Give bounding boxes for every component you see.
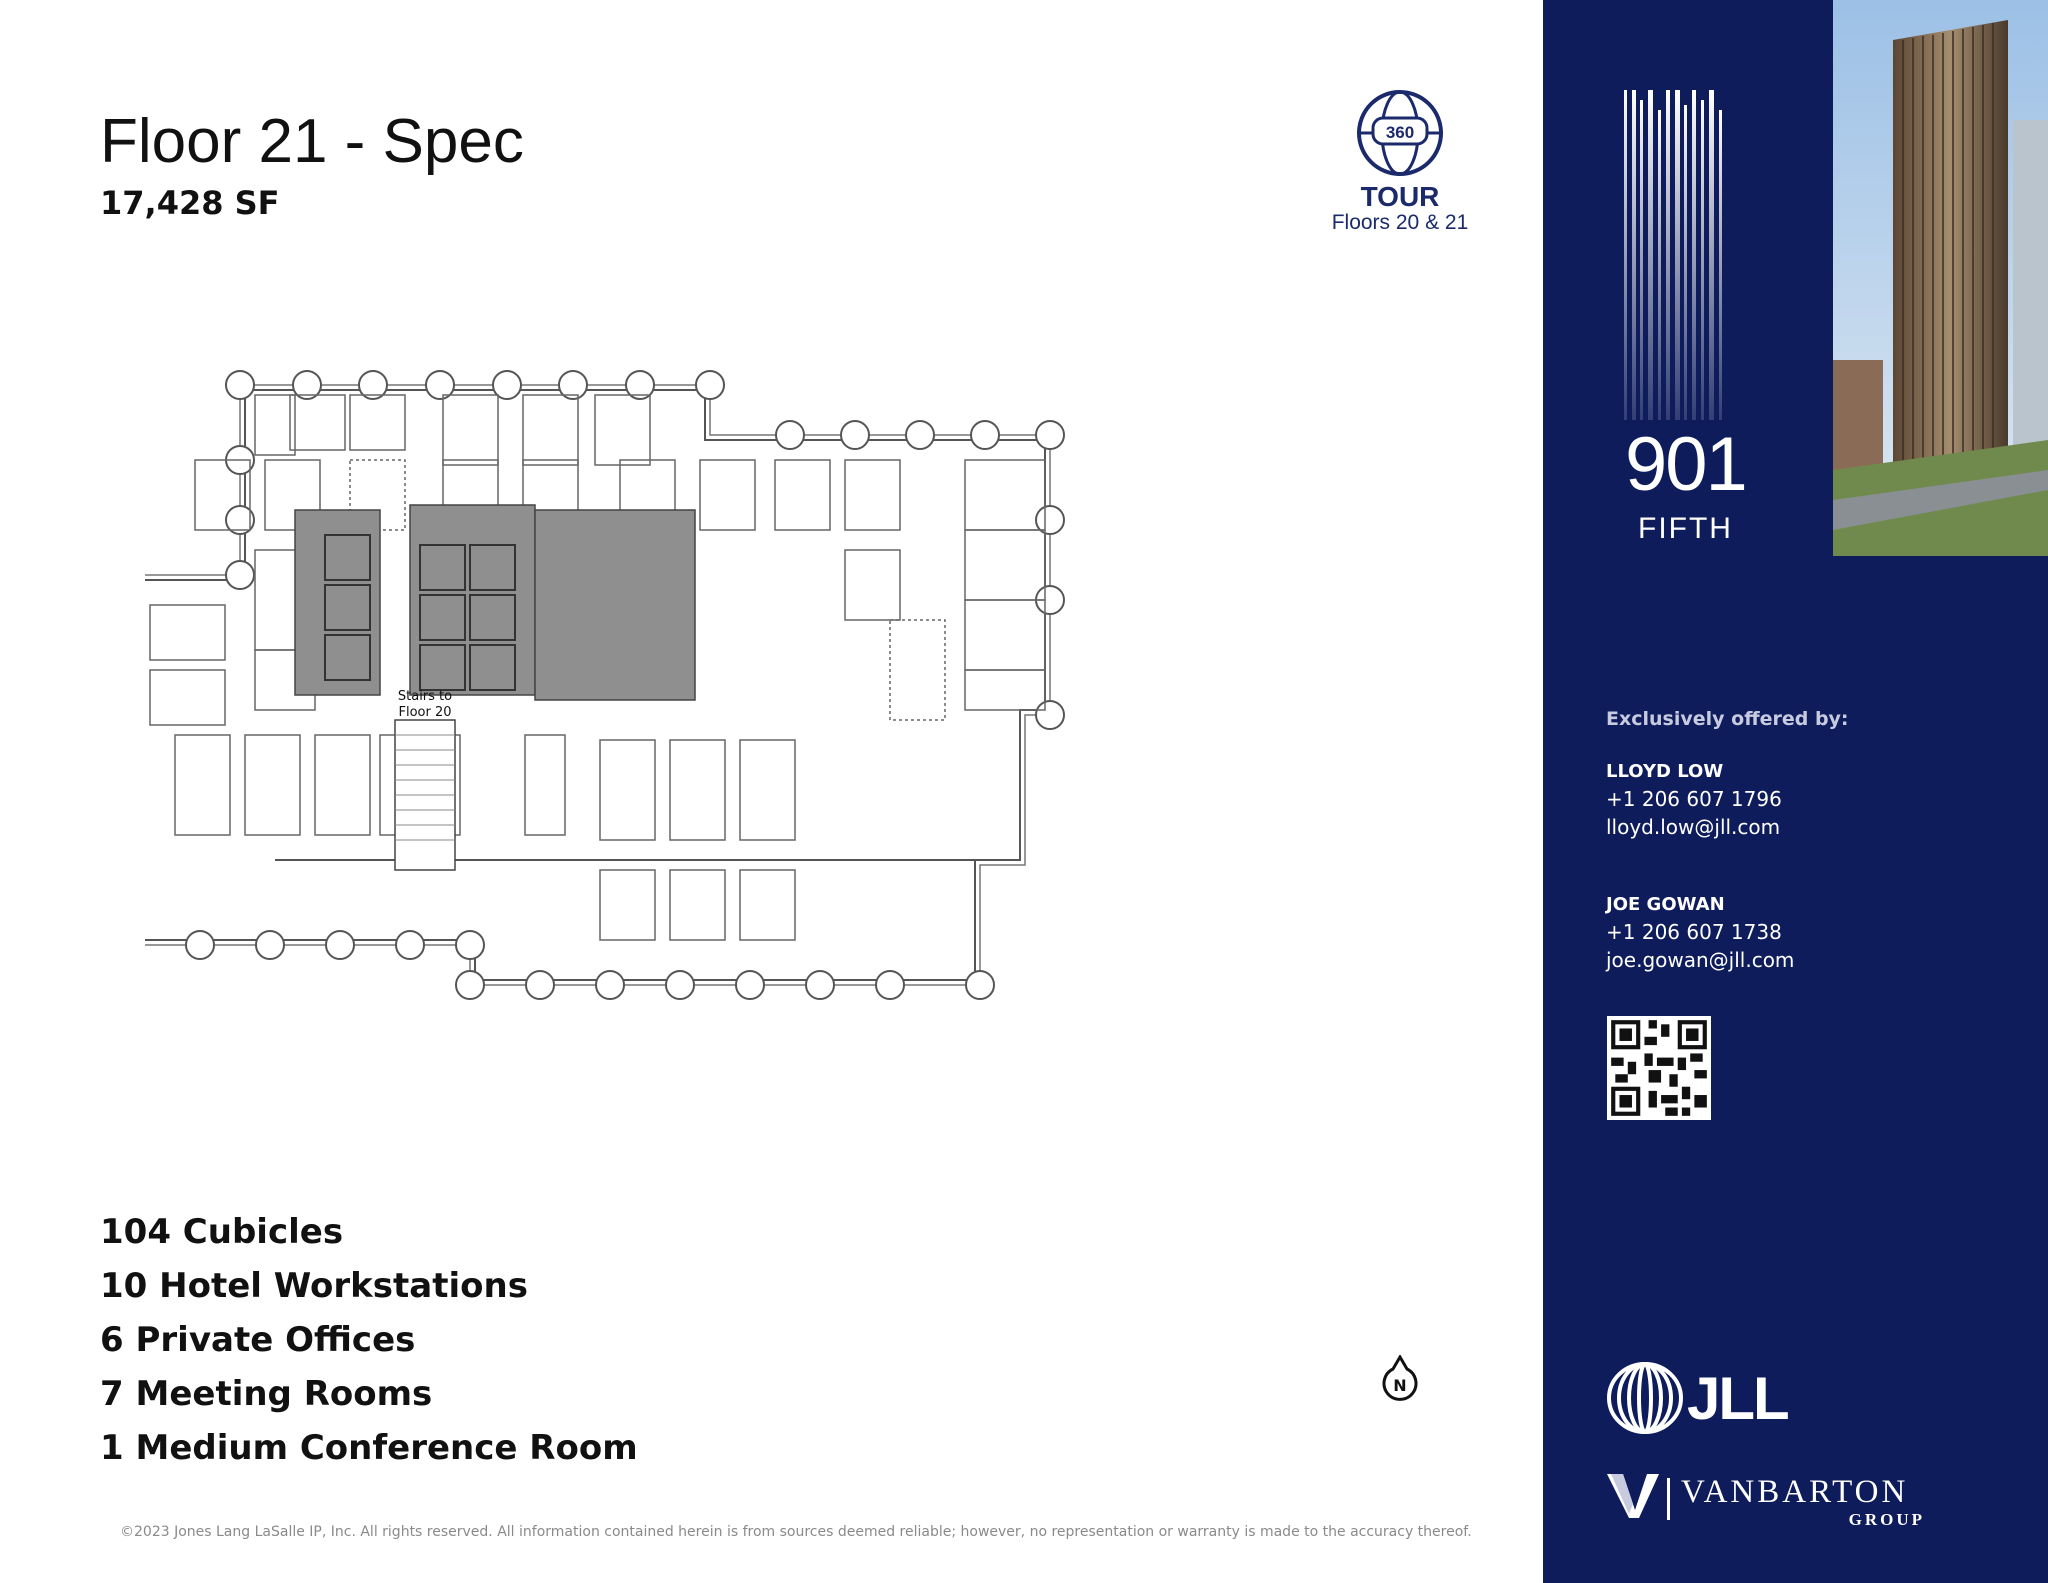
building-core xyxy=(295,505,695,700)
floor-area: 17,428 SF xyxy=(100,184,280,222)
jll-logo xyxy=(1605,1360,1788,1440)
stairs-to-floor-20 xyxy=(395,689,455,870)
building-number: 901 xyxy=(1625,422,1746,507)
building-logo xyxy=(1620,90,1746,560)
tour-badge: 360 xyxy=(1385,123,1415,142)
virtual-tour-link[interactable] xyxy=(1310,88,1490,234)
vanbarton-logo xyxy=(1605,1470,1945,1530)
north-label: N xyxy=(1393,1376,1407,1395)
tour-floors: Floors 20 & 21 xyxy=(1331,211,1469,234)
page-title: Floor 21 - Spec xyxy=(100,107,524,176)
stat-conference-room: 1 Medium Conference Room xyxy=(100,1428,638,1468)
vanbarton-v-icon xyxy=(1605,1470,1661,1520)
floor-plan xyxy=(145,360,1415,1230)
space-summary xyxy=(100,1205,638,1475)
building-street: FIFTH xyxy=(1638,512,1733,545)
jll-wordmark: JLL xyxy=(1687,1365,1788,1432)
contact-name: JOE GOWAN xyxy=(1606,894,1725,915)
stairs-label-line2: Floor 20 xyxy=(398,705,452,720)
contacts-label: Exclusively offered by: xyxy=(1606,708,1849,730)
vanbarton-subtitle: GROUP xyxy=(1848,1510,1925,1529)
globe-360-icon xyxy=(1355,88,1445,178)
stairs-label-line1: Stairs to xyxy=(397,689,453,704)
contact-email[interactable]: lloyd.low@jll.com xyxy=(1606,815,1781,839)
contact-phone[interactable]: +1 206 607 1738 xyxy=(1606,920,1782,944)
stat-meeting-rooms: 7 Meeting Rooms xyxy=(100,1374,433,1414)
jll-mark-icon xyxy=(1605,1360,1685,1436)
contact-name: LLOYD LOW xyxy=(1606,761,1724,782)
copyright-notice: ©2023 Jones Lang LaSalle IP, Inc. All rights reserved. All information contained herein is from sources deemed reliable; however, no representation or warranty is made to the accuracy thereof. xyxy=(120,1524,1472,1540)
vanbarton-wordmark: VANBARTON xyxy=(1681,1474,1909,1510)
qr-code-icon[interactable] xyxy=(1607,1016,1711,1120)
stat-cubicles: 104 Cubicles xyxy=(100,1212,344,1252)
stat-private-offices: 6 Private Offices xyxy=(100,1320,416,1360)
stat-hotel-workstations: 10 Hotel Workstations xyxy=(100,1266,528,1306)
north-arrow-icon xyxy=(1380,1355,1420,1403)
contact-block xyxy=(1606,708,1849,974)
building-photo xyxy=(1833,0,2048,556)
contact-phone[interactable]: +1 206 607 1796 xyxy=(1606,787,1782,811)
contact-email[interactable]: joe.gowan@jll.com xyxy=(1606,948,1795,972)
tour-label: TOUR xyxy=(1360,181,1440,212)
building-logo-graphic xyxy=(1620,90,1740,420)
logo-divider xyxy=(1667,1478,1670,1520)
